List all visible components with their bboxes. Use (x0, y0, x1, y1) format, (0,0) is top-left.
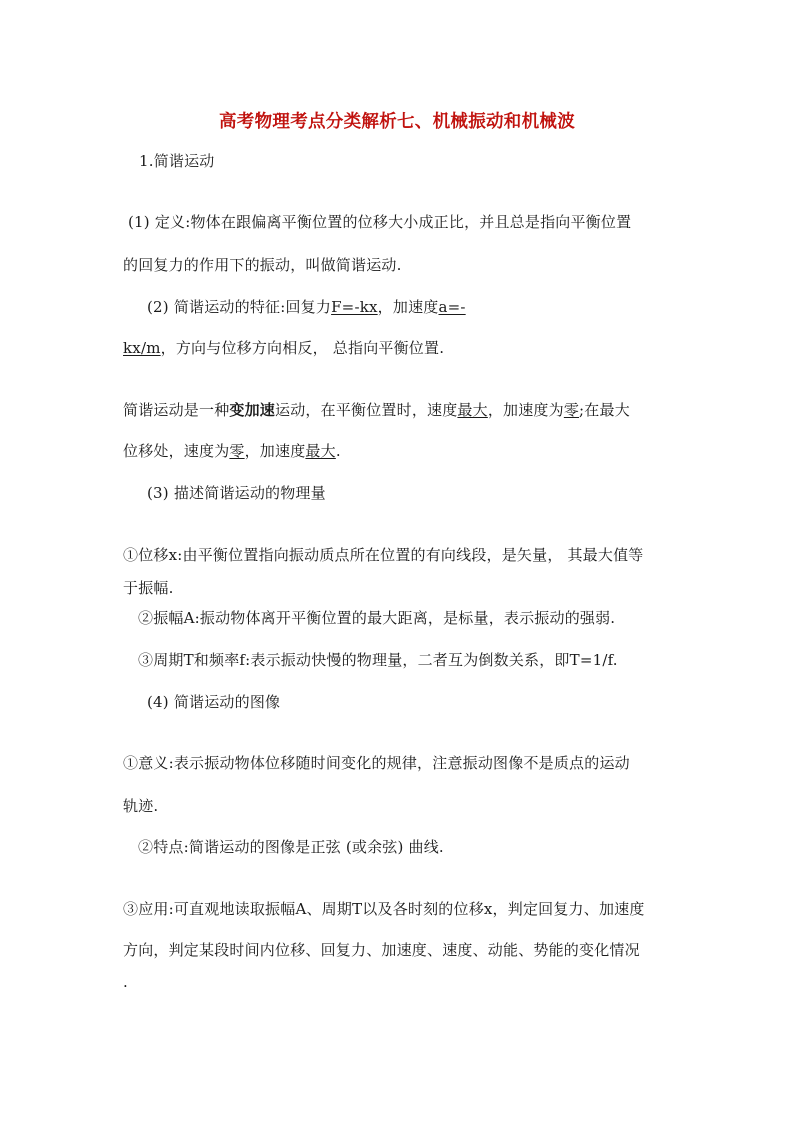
section-heading-graph: (4) 简谐运动的图像 (147, 693, 281, 711)
features-text-a: (2) 简谐运动的特征:回复力 (147, 298, 332, 316)
shm-text-j: ，加速度 (244, 442, 306, 460)
shm-acceleration-max: 最大 (305, 442, 336, 460)
paragraph-meaning-line-2: 轨迹. (123, 797, 159, 815)
paragraph-definition-line-1: (1) 定义:物体在跟偏离平衡位置的位移大小成正比，并且总是指向平衡位置 (128, 213, 632, 231)
acceleration-formula-part-2: kx/m (123, 339, 161, 357)
features-text-c: ，方向与位移方向相反， 总指向平衡位置. (160, 339, 445, 357)
shm-text-e: ，加速度为 (487, 401, 564, 419)
section-heading-physical-quantities: (3) 描述简谐运动的物理量 (147, 484, 326, 502)
features-text-b: ，加速度 (377, 298, 439, 316)
paragraph-variable-acceleration-line-2 (123, 441, 341, 461)
paragraph-amplitude: ②振幅A:振动物体离开平衡位置的最大距离，是标量，表示振动的强弱. (138, 609, 616, 627)
shm-text-g: ;在最大 (579, 401, 630, 419)
shm-variable-acceleration: 变加速 (229, 401, 276, 419)
shm-speed-max: 最大 (457, 401, 488, 419)
paragraph-displacement-line-1: ①位移x:由平衡位置指向振动质点所在位置的有向线段，是矢量， 其最大值等 (123, 546, 644, 564)
shm-text-l: . (335, 442, 341, 460)
paragraph-application-line-3: . (123, 973, 128, 991)
restoring-force-formula: F=-kx (331, 298, 378, 316)
paragraph-displacement-line-2: 于振幅. (123, 579, 174, 597)
paragraph-period-frequency: ③周期T和频率f:表示振动快慢的物理量，二者互为倒数关系，即T=1/f. (138, 651, 618, 669)
shm-speed-zero: 零 (229, 442, 245, 460)
paragraph-features-line-1 (147, 297, 466, 317)
shm-text-h: 位移处，速度为 (123, 442, 230, 460)
paragraph-application-line-1: ③应用:可直观地读取振幅A、周期T以及各时刻的位移x，判定回复力、加速度 (123, 900, 645, 918)
document-title: 高考物理考点分类解析七、机械振动和机械波 (219, 112, 575, 132)
paragraph-features-line-2 (123, 338, 444, 358)
shm-text-a: 简谐运动是一种 (123, 401, 230, 419)
section-heading-simple-harmonic-motion: 1.简谐运动 (139, 152, 215, 170)
paragraph-application-line-2: 方向，判定某段时间内位移、回复力、加速度、速度、动能、势能的变化情况 (123, 941, 640, 959)
paragraph-variable-acceleration-line-1 (123, 400, 630, 420)
shm-text-c: 运动，在平衡位置时，速度 (275, 401, 458, 419)
paragraph-meaning-line-1: ①意义:表示振动物体位移随时间变化的规律，注意振动图像不是质点的运动 (123, 754, 630, 772)
shm-acceleration-zero: 零 (563, 401, 580, 419)
paragraph-definition-line-2: 的回复力的作用下的振动，叫做简谐运动. (123, 256, 402, 274)
paragraph-characteristics: ②特点:简谐运动的图像是正弦 (或余弦) 曲线. (138, 838, 444, 856)
acceleration-formula-part-1: a=- (438, 298, 466, 316)
